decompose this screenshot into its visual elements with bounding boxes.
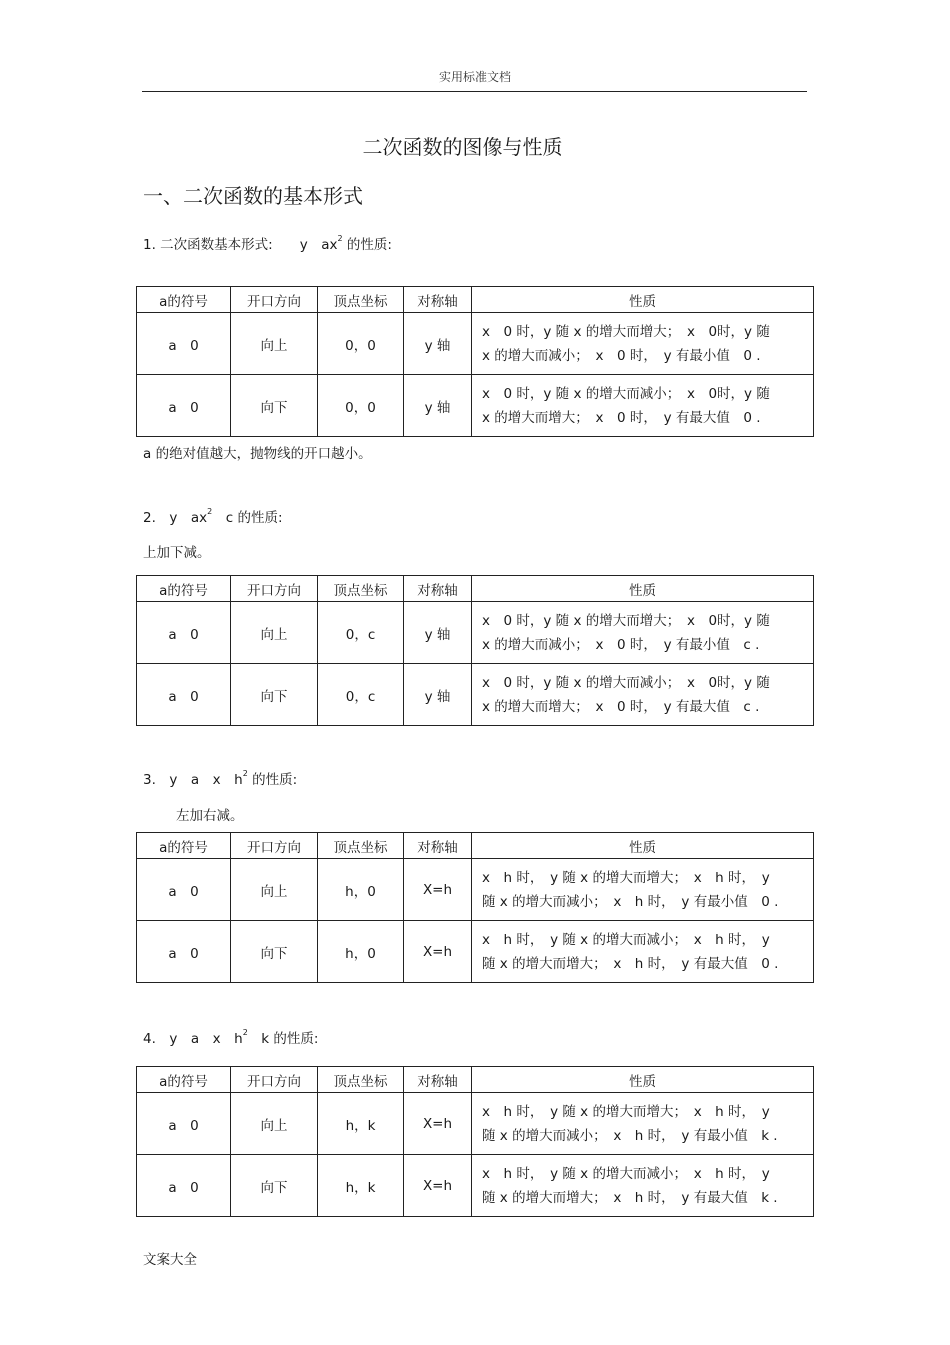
table-header-row	[137, 576, 814, 602]
cell-sign: a 0	[137, 859, 231, 921]
cell-axis: X=h	[404, 859, 472, 921]
item-4-label: 4. y a x $h^2$ k 的性质:	[143, 1027, 319, 1047]
cell-property: x h 时， y 随 x 的增大而增大； x h 时， y 随 x 的增大而减小； x h 时， y 有最小值 k .	[472, 1093, 814, 1155]
table-row	[137, 664, 814, 726]
item-2-table	[136, 575, 814, 726]
item-3-table	[136, 832, 814, 983]
col-vertex: 顶点坐标	[318, 576, 404, 602]
page-footer: 文案大全	[143, 1252, 197, 1268]
table-row	[137, 1155, 814, 1217]
cell-property: x 0 时，y 随 x 的增大而增大； x 0时，y 随 x 的增大而减小； x 0 时， y 有最小值 c .	[472, 602, 814, 664]
col-axis: 对称轴	[404, 833, 472, 859]
col-sign: a的符号	[137, 576, 231, 602]
cell-vertex: h，k	[318, 1093, 404, 1155]
cell-open: 向下	[231, 921, 318, 983]
cell-sign: a 0	[137, 602, 231, 664]
cell-open: 向下	[231, 664, 318, 726]
cell-vertex: h，0	[318, 921, 404, 983]
table-header-row	[137, 1067, 814, 1093]
col-property: 性质	[472, 576, 814, 602]
col-axis: 对称轴	[404, 287, 472, 313]
item-3-note: 左加右减。	[176, 808, 244, 824]
cell-property: x h 时， y 随 x 的增大而减小； x h 时， y 随 x 的增大而增大； x h 时， y 有最大值 0 .	[472, 921, 814, 983]
cell-sign: a 0	[137, 1155, 231, 1217]
cell-open: 向上	[231, 602, 318, 664]
item-2-note: 上加下减。	[143, 545, 211, 561]
cell-open: 向上	[231, 859, 318, 921]
cell-axis: y 轴	[404, 602, 472, 664]
section-heading: 一、二次函数的基本形式	[143, 184, 363, 208]
cell-sign: a 0	[137, 664, 231, 726]
table-row	[137, 859, 814, 921]
cell-vertex: 0，0	[318, 375, 404, 437]
item-1-note: a 的绝对值越大，抛物线的开口越小。	[143, 446, 372, 462]
table-header-row	[137, 833, 814, 859]
col-sign: a的符号	[137, 287, 231, 313]
item-1-table	[136, 286, 814, 437]
col-axis: 对称轴	[404, 1067, 472, 1093]
cell-sign: a 0	[137, 1093, 231, 1155]
item-4-table	[136, 1066, 814, 1217]
cell-axis: X=h	[404, 1093, 472, 1155]
table-row	[137, 313, 814, 375]
cell-axis: y 轴	[404, 664, 472, 726]
cell-vertex: 0，0	[318, 313, 404, 375]
col-vertex: 顶点坐标	[318, 1067, 404, 1093]
col-sign: a的符号	[137, 833, 231, 859]
page-header: 实用标准文档	[438, 70, 511, 84]
col-open: 开口方向	[231, 833, 318, 859]
col-property: 性质	[472, 1067, 814, 1093]
cell-open: 向上	[231, 1093, 318, 1155]
col-axis: 对称轴	[404, 576, 472, 602]
cell-axis: X=h	[404, 1155, 472, 1217]
cell-vertex: h，0	[318, 859, 404, 921]
cell-open: 向下	[231, 375, 318, 437]
col-property: 性质	[472, 833, 814, 859]
cell-property: x 0 时，y 随 x 的增大而增大； x 0时，y 随 x 的增大而减小； x 0 时， y 有最小值 0 .	[472, 313, 814, 375]
col-open: 开口方向	[231, 576, 318, 602]
item-3-label: 3. y a x $h^2$ 的性质:	[143, 768, 298, 788]
item-1-label: 1. 二次函数基本形式: y $ax^2$ 的性质:	[143, 233, 392, 253]
document-title: 二次函数的图像与性质	[362, 135, 563, 159]
col-open: 开口方向	[231, 1067, 318, 1093]
cell-axis: y 轴	[404, 313, 472, 375]
cell-axis: X=h	[404, 921, 472, 983]
table-row	[137, 1093, 814, 1155]
header-divider	[142, 91, 807, 92]
item-2-label: 2. y $ax^2$ c 的性质:	[143, 506, 283, 526]
cell-sign: a 0	[137, 375, 231, 437]
cell-sign: a 0	[137, 313, 231, 375]
cell-sign: a 0	[137, 921, 231, 983]
col-vertex: 顶点坐标	[318, 287, 404, 313]
cell-property: x 0 时，y 随 x 的增大而减小； x 0时，y 随 x 的增大而增大； x 0 时， y 有最大值 0 .	[472, 375, 814, 437]
table-row	[137, 375, 814, 437]
table-row	[137, 602, 814, 664]
cell-property: x h 时， y 随 x 的增大而增大； x h 时， y 随 x 的增大而减小； x h 时， y 有最小值 0 .	[472, 859, 814, 921]
col-sign: a的符号	[137, 1067, 231, 1093]
col-property: 性质	[472, 287, 814, 313]
cell-property: x h 时， y 随 x 的增大而减小； x h 时， y 随 x 的增大而增大； x h 时， y 有最大值 k .	[472, 1155, 814, 1217]
col-vertex: 顶点坐标	[318, 833, 404, 859]
table-header-row	[137, 287, 814, 313]
table-row	[137, 921, 814, 983]
cell-open: 向上	[231, 313, 318, 375]
cell-axis: y 轴	[404, 375, 472, 437]
cell-vertex: h，k	[318, 1155, 404, 1217]
cell-vertex: 0，c	[318, 664, 404, 726]
cell-open: 向下	[231, 1155, 318, 1217]
cell-vertex: 0，c	[318, 602, 404, 664]
col-open: 开口方向	[231, 287, 318, 313]
cell-property: x 0 时，y 随 x 的增大而减小； x 0时，y 随 x 的增大而增大； x 0 时， y 有最大值 c .	[472, 664, 814, 726]
